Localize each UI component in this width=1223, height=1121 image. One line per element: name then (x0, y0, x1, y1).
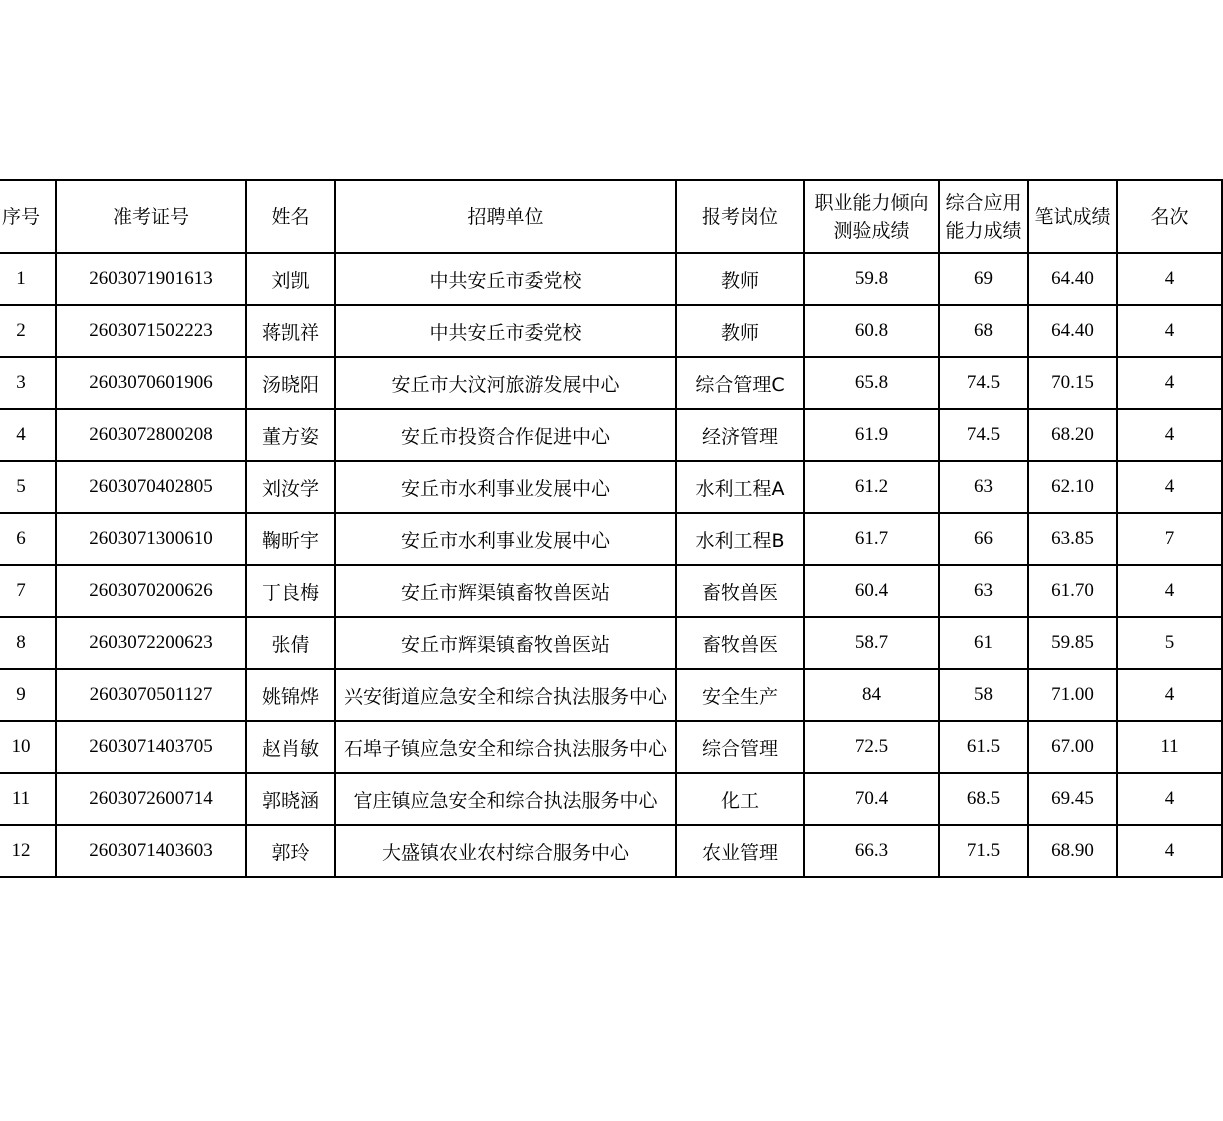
cell-seq: 9 (0, 669, 56, 721)
column-header-written-score (1028, 180, 1117, 253)
cell-aptitude-score: 61.2 (804, 461, 939, 513)
cell-position: 畜牧兽医 (676, 565, 804, 617)
cell-position: 农业管理 (676, 825, 804, 877)
cell-written-score: 68.90 (1028, 825, 1117, 877)
cell-seq: 2 (0, 305, 56, 357)
cell-rank: 5 (1117, 617, 1222, 669)
cell-employer: 安丘市大汶河旅游发展中心 (335, 357, 676, 409)
cell-application-score: 69 (939, 253, 1028, 305)
cell-written-score: 64.40 (1028, 253, 1117, 305)
cell-rank: 4 (1117, 409, 1222, 461)
table-row (0, 461, 1222, 513)
cell-seq: 6 (0, 513, 56, 565)
cell-written-score: 64.40 (1028, 305, 1117, 357)
table-header-row (0, 180, 1222, 253)
cell-rank: 4 (1117, 305, 1222, 357)
cell-application-score: 68.5 (939, 773, 1028, 825)
cell-written-score: 69.45 (1028, 773, 1117, 825)
cell-exam-id: 2603072600714 (56, 773, 246, 825)
table-body (0, 253, 1222, 877)
cell-aptitude-score: 58.7 (804, 617, 939, 669)
cell-rank: 4 (1117, 773, 1222, 825)
cell-written-score: 70.15 (1028, 357, 1117, 409)
cell-seq: 4 (0, 409, 56, 461)
cell-employer: 大盛镇农业农村综合服务中心 (335, 825, 676, 877)
column-header-text: 招聘单位 (467, 205, 544, 228)
results-table (0, 179, 1223, 878)
cell-exam-id: 2603070601906 (56, 357, 246, 409)
table-row (0, 721, 1222, 773)
cell-name: 张倩 (246, 617, 335, 669)
cell-employer: 安丘市水利事业发展中心 (335, 513, 676, 565)
column-header-seq (0, 180, 56, 253)
cell-aptitude-score: 60.4 (804, 565, 939, 617)
cell-seq: 10 (0, 721, 56, 773)
table-row (0, 669, 1222, 721)
cell-aptitude-score: 70.4 (804, 773, 939, 825)
cell-name: 刘汝学 (246, 461, 335, 513)
cell-exam-id: 2603071502223 (56, 305, 246, 357)
column-header-text: 报考岗位 (701, 205, 778, 228)
cell-employer: 安丘市辉渠镇畜牧兽医站 (335, 617, 676, 669)
column-header-text: 笔试成绩 (1034, 205, 1111, 228)
cell-seq: 3 (0, 357, 56, 409)
cell-seq: 8 (0, 617, 56, 669)
cell-employer: 安丘市辉渠镇畜牧兽医站 (335, 565, 676, 617)
cell-aptitude-score: 66.3 (804, 825, 939, 877)
cell-aptitude-score: 61.7 (804, 513, 939, 565)
cell-written-score: 59.85 (1028, 617, 1117, 669)
cell-aptitude-score: 60.8 (804, 305, 939, 357)
cell-employer: 中共安丘市委党校 (335, 305, 676, 357)
cell-application-score: 58 (939, 669, 1028, 721)
cell-written-score: 61.70 (1028, 565, 1117, 617)
cell-name: 刘凯 (246, 253, 335, 305)
cell-seq: 5 (0, 461, 56, 513)
column-header-text: 综合应用 (945, 191, 1022, 214)
cell-rank: 4 (1117, 461, 1222, 513)
cell-employer: 兴安街道应急安全和综合执法服务中心 (335, 669, 676, 721)
cell-position: 教师 (676, 305, 804, 357)
cell-exam-id: 2603072200623 (56, 617, 246, 669)
table-row (0, 565, 1222, 617)
cell-name: 汤晓阳 (246, 357, 335, 409)
column-header-text: 职业能力倾向 (814, 191, 929, 214)
table-row (0, 305, 1222, 357)
cell-employer: 石埠子镇应急安全和综合执法服务中心 (335, 721, 676, 773)
cell-aptitude-score: 84 (804, 669, 939, 721)
cell-exam-id: 2603071403705 (56, 721, 246, 773)
cell-application-score: 74.5 (939, 357, 1028, 409)
cell-seq: 7 (0, 565, 56, 617)
cell-application-score: 74.5 (939, 409, 1028, 461)
cell-application-score: 63 (939, 461, 1028, 513)
column-header-text: 准考证号 (112, 205, 189, 228)
column-header-position (676, 180, 804, 253)
cell-application-score: 68 (939, 305, 1028, 357)
cell-rank: 11 (1117, 721, 1222, 773)
cell-name: 董方姿 (246, 409, 335, 461)
column-header-application-score (939, 180, 1028, 253)
cell-seq: 1 (0, 253, 56, 305)
cell-rank: 4 (1117, 253, 1222, 305)
cell-written-score: 68.20 (1028, 409, 1117, 461)
cell-application-score: 63 (939, 565, 1028, 617)
column-header-employer (335, 180, 676, 253)
cell-name: 郭玲 (246, 825, 335, 877)
cell-employer: 官庄镇应急安全和综合执法服务中心 (335, 773, 676, 825)
column-header-name (246, 180, 335, 253)
cell-rank: 4 (1117, 825, 1222, 877)
cell-name: 鞠昕宇 (246, 513, 335, 565)
cell-seq: 12 (0, 825, 56, 877)
cell-written-score: 71.00 (1028, 669, 1117, 721)
table-row (0, 253, 1222, 305)
cell-rank: 7 (1117, 513, 1222, 565)
cell-position: 水利工程B (676, 513, 804, 565)
cell-written-score: 63.85 (1028, 513, 1117, 565)
column-header-text: 姓名 (271, 205, 310, 228)
cell-exam-id: 2603071403603 (56, 825, 246, 877)
cell-position: 化工 (676, 773, 804, 825)
cell-exam-id: 2603070200626 (56, 565, 246, 617)
cell-application-score: 71.5 (939, 825, 1028, 877)
cell-employer: 中共安丘市委党校 (335, 253, 676, 305)
cell-exam-id: 2603071300610 (56, 513, 246, 565)
cell-name: 丁良梅 (246, 565, 335, 617)
cell-aptitude-score: 65.8 (804, 357, 939, 409)
cell-aptitude-score: 59.8 (804, 253, 939, 305)
column-header-text: 测验成绩 (833, 219, 910, 242)
cell-position: 经济管理 (676, 409, 804, 461)
column-header-text: 能力成绩 (945, 219, 1022, 242)
cell-application-score: 61 (939, 617, 1028, 669)
cell-application-score: 66 (939, 513, 1028, 565)
cell-name: 蒋凯祥 (246, 305, 335, 357)
table-row (0, 617, 1222, 669)
column-header-rank (1117, 180, 1222, 253)
cell-written-score: 67.00 (1028, 721, 1117, 773)
cell-rank: 4 (1117, 669, 1222, 721)
cell-rank: 4 (1117, 565, 1222, 617)
cell-aptitude-score: 61.9 (804, 409, 939, 461)
cell-exam-id: 2603071901613 (56, 253, 246, 305)
cell-rank: 4 (1117, 357, 1222, 409)
cell-position: 安全生产 (676, 669, 804, 721)
cell-exam-id: 2603070501127 (56, 669, 246, 721)
cell-seq: 11 (0, 773, 56, 825)
cell-position: 水利工程A (676, 461, 804, 513)
cell-exam-id: 2603072800208 (56, 409, 246, 461)
column-header-exam-id (56, 180, 246, 253)
cell-exam-id: 2603070402805 (56, 461, 246, 513)
cell-name: 姚锦烨 (246, 669, 335, 721)
cell-position: 畜牧兽医 (676, 617, 804, 669)
table-row (0, 773, 1222, 825)
cell-employer: 安丘市投资合作促进中心 (335, 409, 676, 461)
column-header-text: 序号 (1, 205, 40, 228)
table-row (0, 357, 1222, 409)
cell-application-score: 61.5 (939, 721, 1028, 773)
column-header-aptitude-score (804, 180, 939, 253)
table-row (0, 409, 1222, 461)
table-row (0, 513, 1222, 565)
column-header-text: 名次 (1150, 205, 1189, 228)
cell-written-score: 62.10 (1028, 461, 1117, 513)
cell-aptitude-score: 72.5 (804, 721, 939, 773)
cell-name: 郭晓涵 (246, 773, 335, 825)
cell-employer: 安丘市水利事业发展中心 (335, 461, 676, 513)
cell-position: 教师 (676, 253, 804, 305)
cell-position: 综合管理 (676, 721, 804, 773)
cell-name: 赵肖敏 (246, 721, 335, 773)
cell-position: 综合管理C (676, 357, 804, 409)
table-row (0, 825, 1222, 877)
